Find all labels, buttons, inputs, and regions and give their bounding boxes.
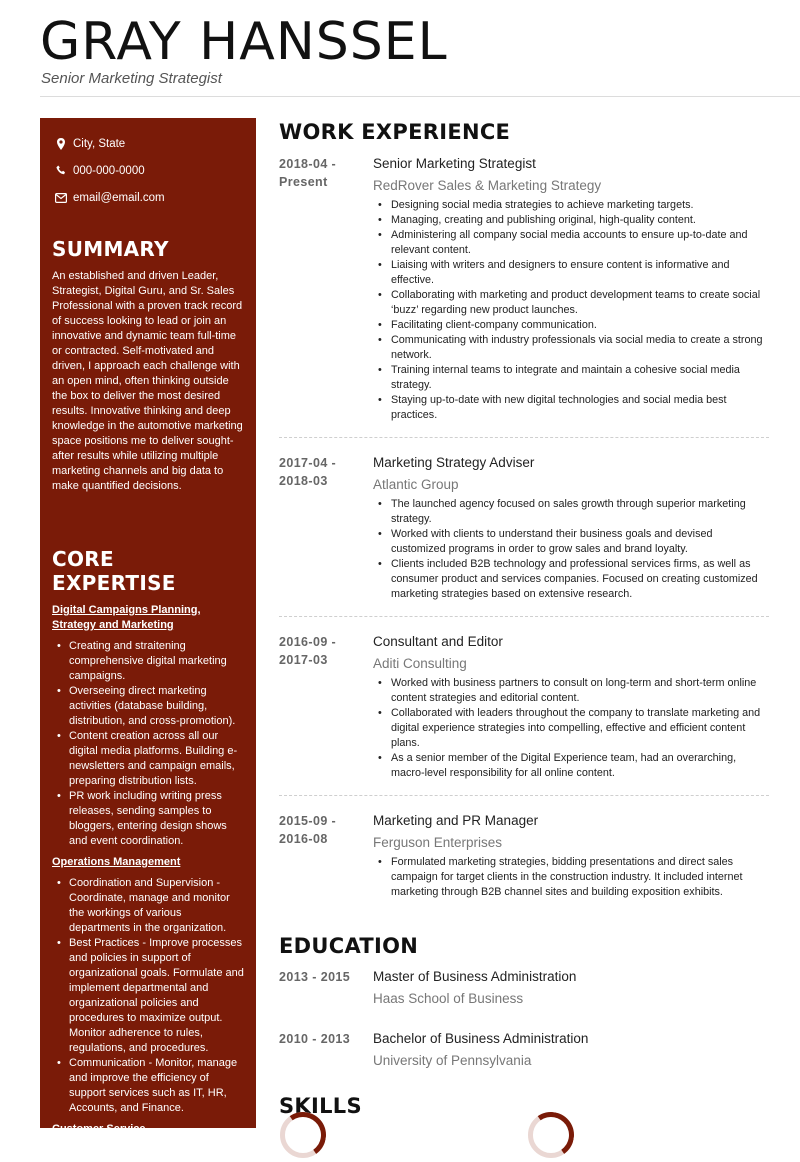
duty-item: • Formulated marketing strategies, bidding presentations and direct sales campaign for target clients in the construction industry. It included internet marketing through B2B channel sites and building exposition exhibits. xyxy=(373,855,769,900)
duty-item: • Liaising with writers and designers to ensure content is informative and effective. xyxy=(373,258,769,288)
work-entry-body xyxy=(373,633,769,781)
job-role: Marketing and PR Manager xyxy=(373,813,539,828)
employer-name: Ferguson Enterprises xyxy=(373,835,503,850)
duty-item: • Worked with business partners to consult on long-term and short-term online content strategies and editorial content. xyxy=(373,676,769,706)
duty-list xyxy=(373,198,769,423)
skill-ring xyxy=(280,1112,326,1158)
work-experience-heading: WORK EXPERIENCE xyxy=(279,120,511,144)
work-dates xyxy=(279,454,373,602)
duty-item: • Collaborated with leaders throughout the company to translate marketing and digital experience strategies into compelling, effective and efficient content plans. xyxy=(373,706,769,751)
job-role: Marketing Strategy Adviser xyxy=(373,455,535,470)
envelope-icon xyxy=(55,192,67,204)
candidate-title: Senior Marketing Strategist xyxy=(41,70,222,87)
map-pin-icon xyxy=(55,138,67,150)
work-date-start: 2016-09 - xyxy=(279,635,337,649)
summary-text: An established and driven Leader, Strategist, Digital Guru, and Sr. Sales Professional with a proven track record of success looking to lead or join an innovative and dynamic team full-time or contracted. Self-motivated and driven, I approach each challenge with an open mind, often thinking outside the box to deliver the most desired results. Innovative thinking and deep knowledge in the automotive marketing space positions me to deliver sought-after results while utilizing multiple marketing channels and big data to make quantified decisions. xyxy=(52,270,243,492)
duty-item: • Communicating with industry professionals via social media to create a strong network. xyxy=(373,333,769,363)
duty-item: • Clients included B2B technology and professional services firms, as well as consumer product and services companies. Focused on creating customized marketing strategies based on extensive research. xyxy=(373,557,769,602)
duty-list xyxy=(373,855,769,900)
duty-item: • Training internal teams to integrate and maintain a cohesive social media strategy. xyxy=(373,363,769,393)
expertise-group-title: Digital Campaigns Planning, Strategy and Marketing xyxy=(52,604,201,631)
education-entry-body xyxy=(373,1030,769,1073)
education-dates: 2010 - 2013 xyxy=(279,1032,351,1046)
duty-list xyxy=(373,497,769,602)
contact-phone xyxy=(55,157,244,184)
candidate-name: GRAY HANSSEL xyxy=(40,12,448,72)
work-entry-body xyxy=(373,155,769,423)
work-dates xyxy=(279,633,373,781)
work-entry xyxy=(279,454,769,617)
education-entry-list xyxy=(279,968,769,1073)
duty-item: • Managing, creating and publishing original, high-quality content. xyxy=(373,213,769,228)
employer-name: Aditi Consulting xyxy=(373,656,467,671)
school-name: Haas School of Business xyxy=(373,991,524,1006)
work-entry-body xyxy=(373,454,769,602)
work-entry xyxy=(279,155,769,438)
skill-ring xyxy=(528,1112,574,1158)
work-date-start: 2015-09 - xyxy=(279,814,337,828)
degree-name: Bachelor of Business Administration xyxy=(373,1031,589,1046)
expertise-item: • Coordination and Supervision - Coordinate, manage and monitor the workings of various departments in the organization. xyxy=(52,876,244,936)
email-text[interactable]: email@email.com xyxy=(73,191,165,204)
work-dates xyxy=(279,812,373,900)
work-entry-list xyxy=(279,155,769,914)
expertise-item: • PR work including writing press releases, sending samples to bloggers, entering design shows and event coordination. xyxy=(52,789,244,849)
expertise-item: • Communication - Monitor, manage and improve the efficiency of support services such as IT, HR, Accounts, and Finance. xyxy=(52,1056,244,1116)
sidebar xyxy=(40,118,256,1135)
education-heading: EDUCATION xyxy=(279,934,419,958)
core-expertise-heading: CORE EXPERTISE xyxy=(52,547,176,595)
employer-name: Atlantic Group xyxy=(373,477,459,492)
expertise-group-list xyxy=(52,603,244,1137)
header-divider xyxy=(40,96,800,97)
duty-item: • Collaborating with marketing and product development teams to create social ‘buzz’ regarding new product launches. xyxy=(373,288,769,318)
school-name: University of Pennsylvania xyxy=(373,1053,532,1068)
work-dates xyxy=(279,155,373,423)
education-dates: 2013 - 2015 xyxy=(279,970,351,984)
expertise-item: • Content creation across all our digital media platforms. Building e-newsletters and campaign emails, preparing distribution lists. xyxy=(52,729,244,789)
work-date-end: 2018-03 xyxy=(279,474,328,488)
education-entry xyxy=(279,968,769,1011)
duty-item: • Administering all company social media accounts to ensure up-to-date and relevant content. xyxy=(373,228,769,258)
work-entry-body xyxy=(373,812,769,900)
duty-item: • Worked with clients to understand their business goals and devised customized programs in order to grow sales and brand loyalty. xyxy=(373,527,769,557)
duty-item: • As a senior member of the Digital Experience team, had an overarching, macro-level responsibility for all online content. xyxy=(373,751,769,781)
phone-text: 000-000-0000 xyxy=(73,164,145,177)
work-entry xyxy=(279,812,769,914)
work-date-start: 2017-04 - xyxy=(279,456,337,470)
work-date-end: 2017-03 xyxy=(279,653,328,667)
duty-item: • The launched agency focused on sales growth through superior marketing strategy. xyxy=(373,497,769,527)
duty-item: • Facilitating client-company communication. xyxy=(373,318,769,333)
phone-icon xyxy=(55,165,67,177)
skills-heading: SKILLS xyxy=(279,1094,362,1118)
expertise-group-title: Operations Management xyxy=(52,856,181,868)
expertise-item: • Creating and straitening comprehensive digital marketing campaigns. xyxy=(52,639,244,684)
contact-email[interactable] xyxy=(55,184,244,211)
contact-location xyxy=(55,130,244,157)
location-text: City, State xyxy=(73,137,126,150)
job-role: Consultant and Editor xyxy=(373,634,503,649)
work-entry xyxy=(279,633,769,796)
main-column xyxy=(279,118,769,1120)
job-role: Senior Marketing Strategist xyxy=(373,156,536,171)
duty-list xyxy=(373,676,769,781)
education-entry xyxy=(279,1030,769,1073)
expertise-item-list xyxy=(52,639,244,849)
work-date-start: 2018-04 - xyxy=(279,157,337,171)
duty-item: • Designing social media strategies to achieve marketing targets. xyxy=(373,198,769,213)
duty-item: • Staying up-to-date with new digital technologies and social media best practices. xyxy=(373,393,769,423)
expertise-item: • Best Practices - Improve processes and policies in support of organizational goals. Formulate and implement departmental and organizational policies and procedures to maximize output. Monitor adherence to rules, regulations, and procedures. xyxy=(52,936,244,1056)
work-date-end: 2016-08 xyxy=(279,832,328,846)
degree-name: Master of Business Administration xyxy=(373,969,577,984)
employer-name: RedRover Sales & Marketing Strategy xyxy=(373,178,602,193)
expertise-item: • Overseeing direct marketing activities (database building, distribution, and cross-promotion). xyxy=(52,684,244,729)
work-date-end: Present xyxy=(279,175,328,189)
summary-heading: SUMMARY xyxy=(52,237,169,261)
expertise-group-title: Customer Service xyxy=(52,1123,146,1135)
education-entry-body xyxy=(373,968,769,1011)
expertise-item-list xyxy=(52,876,244,1116)
